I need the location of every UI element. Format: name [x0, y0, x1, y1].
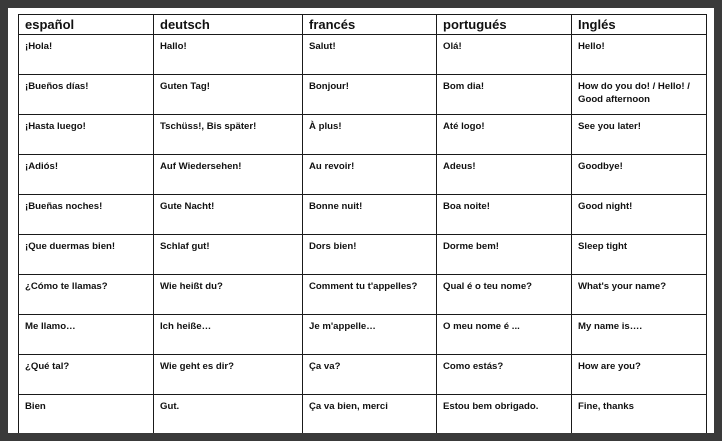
cell-german: Guten Tag!	[154, 75, 303, 115]
header-french: francés	[303, 15, 437, 35]
cell-portuguese: Estou bem obrigado.	[437, 395, 572, 434]
phrase-table	[18, 14, 707, 433]
cell-spanish: ¿Cómo te llamas?	[19, 275, 154, 315]
cell-english: Sleep tight	[572, 235, 707, 275]
cell-french: Dors bien!	[303, 235, 437, 275]
cell-german: Wie heißt du?	[154, 275, 303, 315]
cell-spanish: ¡Adiós!	[19, 155, 154, 195]
cell-french: Je m'appelle…	[303, 315, 437, 355]
cell-portuguese: Bom dia!	[437, 75, 572, 115]
cell-french: Bonjour!	[303, 75, 437, 115]
table-row	[19, 195, 707, 235]
cell-spanish: ¿Qué tal?	[19, 355, 154, 395]
cell-portuguese: Boa noite!	[437, 195, 572, 235]
cell-portuguese: Adeus!	[437, 155, 572, 195]
header-row	[19, 15, 707, 35]
cell-german: Auf Wiedersehen!	[154, 155, 303, 195]
cell-english: How are you?	[572, 355, 707, 395]
cell-german: Ich heiße…	[154, 315, 303, 355]
cell-french: Bonne nuit!	[303, 195, 437, 235]
cell-english: What's your name?	[572, 275, 707, 315]
header-spanish: español	[19, 15, 154, 35]
cell-spanish: ¡Bueñas noches!	[19, 195, 154, 235]
table-row	[19, 115, 707, 155]
cell-english: Hello!	[572, 35, 707, 75]
cell-portuguese: Dorme bem!	[437, 235, 572, 275]
document-page	[8, 8, 714, 433]
cell-spanish: ¡Hasta luego!	[19, 115, 154, 155]
cell-french: Comment tu t'appelles?	[303, 275, 437, 315]
table-row	[19, 355, 707, 395]
cell-german: Gute Nacht!	[154, 195, 303, 235]
cell-german: Hallo!	[154, 35, 303, 75]
cell-french: Ça va?	[303, 355, 437, 395]
cell-english: Goodbye!	[572, 155, 707, 195]
cell-german: Wie geht es dir?	[154, 355, 303, 395]
cell-spanish: Me llamo…	[19, 315, 154, 355]
cell-portuguese: Olá!	[437, 35, 572, 75]
cell-english: See you later!	[572, 115, 707, 155]
cell-french: Ça va bien, merci	[303, 395, 437, 434]
table-row	[19, 35, 707, 75]
header-english: Inglés	[572, 15, 707, 35]
header-portuguese: portugués	[437, 15, 572, 35]
cell-german: Schlaf gut!	[154, 235, 303, 275]
table-row	[19, 315, 707, 355]
cell-german: Tschüss!, Bis später!	[154, 115, 303, 155]
cell-english: My name is….	[572, 315, 707, 355]
cell-french: Au revoir!	[303, 155, 437, 195]
cell-portuguese: O meu nome é ...	[437, 315, 572, 355]
cell-english: Good night!	[572, 195, 707, 235]
cell-english: Fine, thanks	[572, 395, 707, 434]
cell-spanish: Bien	[19, 395, 154, 434]
cell-spanish: ¡Hola!	[19, 35, 154, 75]
cell-portuguese: Qual é o teu nome?	[437, 275, 572, 315]
table-row	[19, 155, 707, 195]
cell-spanish: ¡Que duermas bien!	[19, 235, 154, 275]
cell-english: How do you do! / Hello! / Good afternoon	[572, 75, 707, 115]
header-german: deutsch	[154, 15, 303, 35]
cell-french: À plus!	[303, 115, 437, 155]
table-row	[19, 75, 707, 115]
cell-portuguese: Até logo!	[437, 115, 572, 155]
cell-french: Salut!	[303, 35, 437, 75]
table-row	[19, 395, 707, 434]
table-row	[19, 235, 707, 275]
cell-spanish: ¡Bueños días!	[19, 75, 154, 115]
cell-portuguese: Como estás?	[437, 355, 572, 395]
table-row	[19, 275, 707, 315]
cell-german: Gut.	[154, 395, 303, 434]
